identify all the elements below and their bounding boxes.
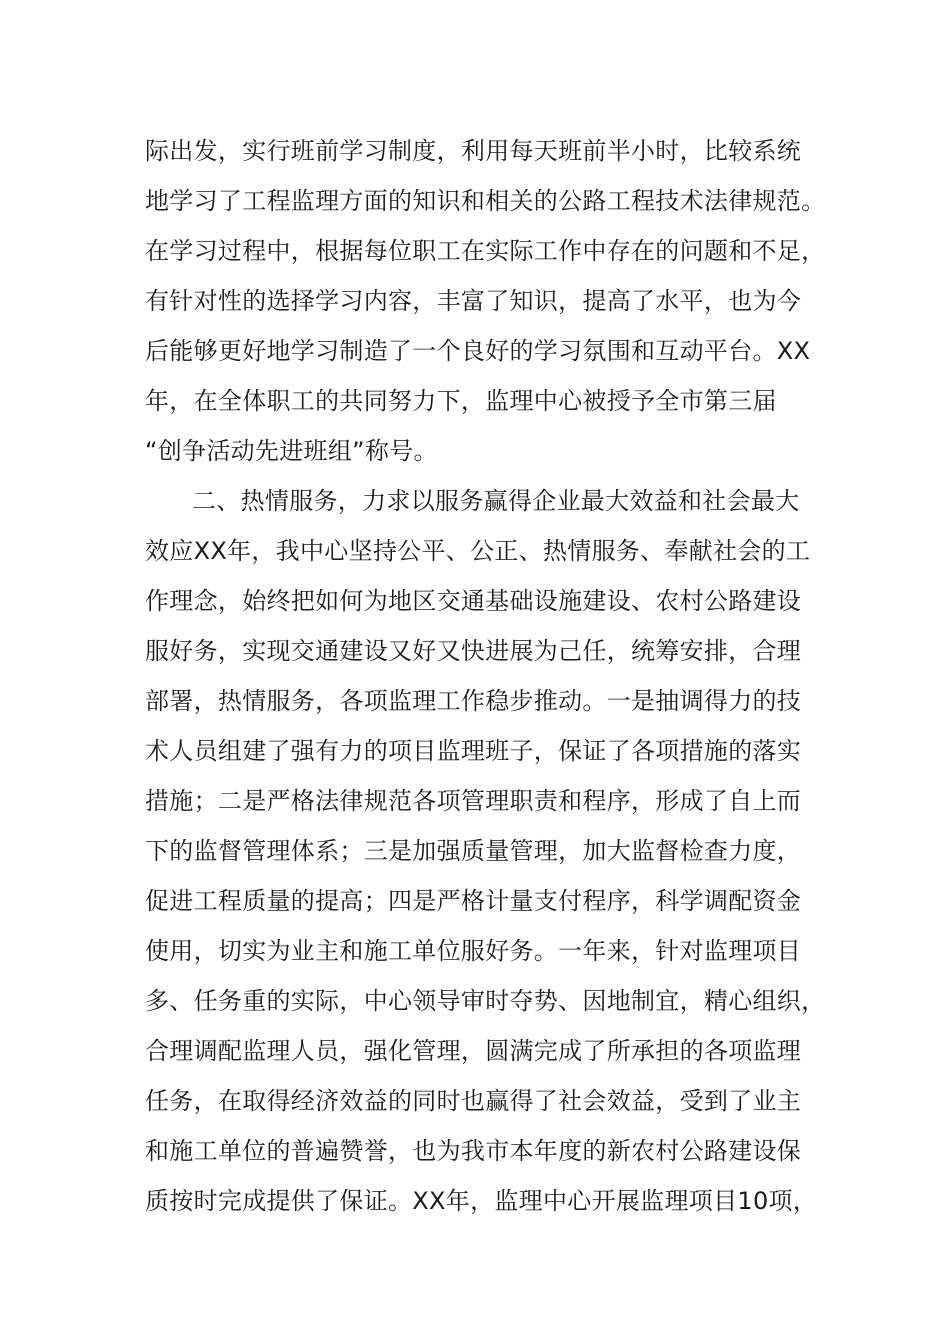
text-line: 际出发，实行班前学习制度，利用每天班前半小时，比较系统 <box>145 137 802 165</box>
text-line: 下的监督管理体系；三是加强质量管理，加大监督检查力度， <box>145 837 802 865</box>
text-line: 任务，在取得经济效益的同时也赢得了社会效益，受到了业主 <box>145 1087 802 1115</box>
text-line: 在学习过程中，根据每位职工在实际工作中存在的问题和不足， <box>145 237 826 265</box>
text-line: 有针对性的选择学习内容，丰富了知识，提高了水平，也为今 <box>145 287 802 315</box>
text-line: 效应XX年，我中心坚持公平、公正、热情服务、奉献社会的工 <box>145 537 811 565</box>
text-line: 年，在全体职工的共同努力下，监理中心被授予全市第三届 <box>145 387 777 415</box>
text-line: “创争活动先进班组”称号。 <box>145 437 438 465</box>
text-line: 作理念，始终把如何为地区交通基础设施建设、农村公路建设 <box>145 587 802 615</box>
text-line: 部署，热情服务，各项监理工作稳步推动。一是抽调得力的技 <box>145 687 802 715</box>
text-line: 和施工单位的普遍赞誉，也为我市本年度的新农村公路建设保 <box>145 1137 802 1165</box>
text-line: 地学习了工程监理方面的知识和相关的公路工程技术法律规范。 <box>145 187 826 215</box>
paragraph-first-line: 二、热情服务，力求以服务赢得企业最大效益和社会最大 <box>192 487 800 515</box>
text-line: 促进工程质量的提高；四是严格计量支付程序，科学调配资金 <box>145 887 802 915</box>
text-line: 后能够更好地学习制造了一个良好的学习氛围和互动平台。XX <box>145 337 811 365</box>
text-line: 多、任务重的实际，中心领导审时夺势、因地制宜，精心组织， <box>145 987 826 1015</box>
text-line: 措施；二是严格法律规范各项管理职责和程序，形成了自上而 <box>145 787 802 815</box>
text-line: 使用，切实为业主和施工单位服好务。一年来，针对监理项目 <box>145 937 802 965</box>
text-line: 服好务，实现交通建设又好又快进展为己任，统筹安排，合理 <box>145 637 802 665</box>
text-line: 质按时完成提供了保证。XX年，监理中心开展监理项目10项， <box>145 1187 818 1215</box>
text-line: 术人员组建了强有力的项目监理班子，保证了各项措施的落实 <box>145 737 802 765</box>
text-line: 合理调配监理人员，强化管理，圆满完成了所承担的各项监理 <box>145 1037 802 1065</box>
